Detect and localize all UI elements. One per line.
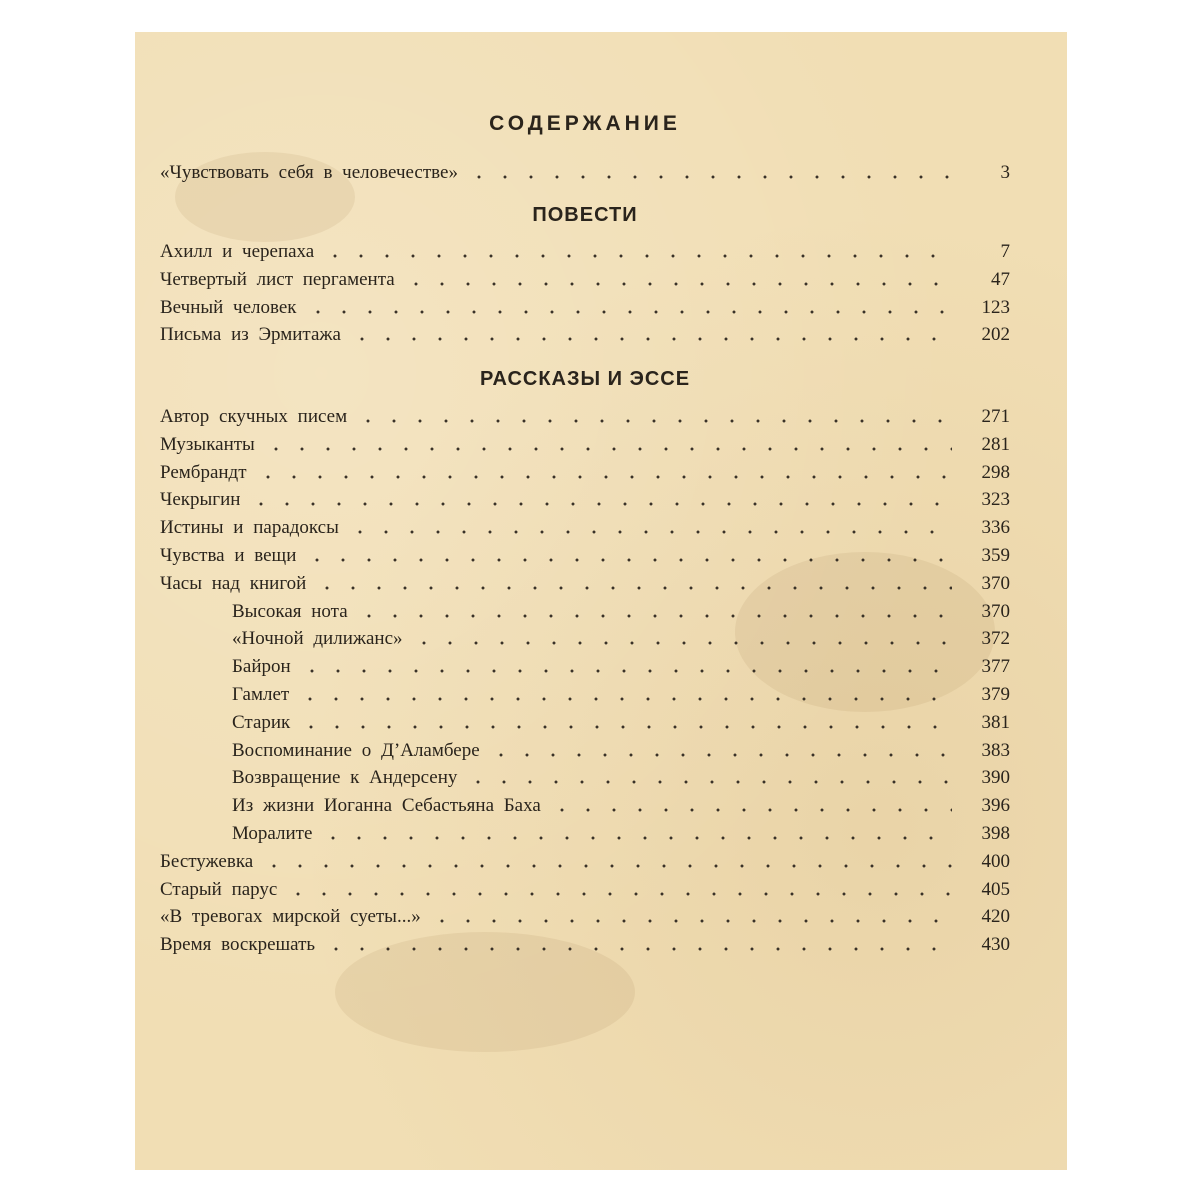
entry-page-number: 323 (981, 489, 1010, 511)
toc-subentry (160, 818, 1010, 846)
toc-subentry (160, 679, 1010, 707)
entry-page-number: 281 (981, 433, 1010, 455)
entry-page-number: 336 (981, 517, 1010, 539)
entry-page-number: 298 (981, 461, 1010, 483)
dot-leader (411, 641, 952, 645)
toc-entry (160, 236, 1010, 264)
entry-title: Время воскрешать (160, 934, 316, 956)
entry-title: Чекрыгин (160, 489, 241, 511)
toc-subentry (160, 651, 1010, 679)
entry-title: Возвращение к Андерсену (232, 767, 458, 789)
entry-title: Истины и парадоксы (160, 517, 339, 539)
entry-title: Старик (232, 711, 291, 733)
entry-title: Бестужевка (160, 850, 254, 872)
dot-leader (549, 808, 952, 812)
dot-leader (349, 337, 952, 341)
entry-title: Моралите (232, 823, 313, 844)
entry-page-number: 372 (981, 628, 1010, 650)
entry-page-number: 271 (981, 406, 1010, 427)
toc-subentry (160, 790, 1010, 818)
book-page (135, 32, 1067, 1170)
entry-page-number: 370 (981, 600, 1010, 622)
entry-title: Гамлет (232, 684, 290, 705)
dot-leader (261, 864, 952, 868)
toc-entry (160, 429, 1010, 457)
entry-page-number: 379 (981, 684, 1010, 705)
toc-subentry (160, 735, 1010, 763)
entry-title: Из жизни Иоганна Себастьяна Баха (232, 795, 541, 817)
dot-leader (304, 558, 952, 562)
entry-title: Высокая нота (232, 600, 348, 622)
toc-subentry (160, 623, 1010, 651)
entry-page-number: 377 (981, 656, 1010, 678)
toc-entry (160, 901, 1010, 929)
dot-leader (403, 282, 952, 286)
toc-entry (160, 929, 1010, 957)
entry-title: Рембрандт (160, 461, 247, 483)
entry-page-number: 396 (981, 795, 1010, 817)
entry-page-number: 390 (981, 767, 1010, 789)
entry-title: Часы над книгой (160, 572, 307, 594)
dot-leader (297, 697, 952, 701)
dot-leader (466, 175, 952, 179)
entry-page-number: 123 (981, 296, 1010, 318)
entry-title: Вечный человек (160, 296, 297, 318)
dot-leader (298, 725, 952, 729)
dot-leader (429, 919, 952, 923)
entry-page-number: 405 (981, 878, 1010, 900)
dot-leader (299, 669, 952, 673)
dot-leader (255, 475, 952, 479)
toc-entry (160, 846, 1010, 874)
dot-leader (355, 419, 952, 423)
toc-entry (160, 401, 1010, 429)
entry-title: Музыканты (160, 433, 255, 455)
dot-leader (263, 447, 952, 451)
entry-page-number: 370 (981, 572, 1010, 594)
entry-title: Четвертый лист пергамента (160, 268, 395, 290)
toc-entry (160, 264, 1010, 292)
entry-title: Байрон (232, 656, 291, 678)
entry-title: Ахилл и черепаха (160, 241, 315, 262)
dot-leader (314, 586, 952, 590)
dot-leader (248, 502, 952, 506)
toc-entry (160, 157, 1010, 185)
entry-title: Автор скучных писем (160, 406, 348, 427)
dot-leader (488, 753, 952, 757)
entry-page-number: 430 (981, 934, 1010, 956)
toc-entry (160, 457, 1010, 485)
toc-entry (160, 540, 1010, 568)
dot-leader (356, 614, 952, 618)
entry-title: Письма из Эрмитажа (160, 324, 341, 346)
entry-page-number: 359 (981, 545, 1010, 566)
dot-leader (285, 892, 952, 896)
entry-page-number: 398 (981, 823, 1010, 844)
dot-leader (320, 836, 952, 840)
entry-page-number: 7 (1000, 241, 1010, 262)
toc-entry (160, 484, 1010, 512)
entry-page-number: 420 (981, 906, 1010, 928)
entry-page-number: 47 (991, 268, 1010, 290)
dot-leader (323, 947, 952, 951)
entry-title: Воспоминание о Д’Аламбере (232, 739, 480, 761)
entry-title: Старый парус (160, 878, 278, 900)
page-title: СОДЕРЖАНИЕ (489, 112, 681, 135)
entry-page-number: 400 (981, 850, 1010, 872)
entry-title: «Чувствовать себя в человечестве» (160, 162, 458, 183)
toc-entry (160, 874, 1010, 902)
entry-title: Чувства и вещи (160, 545, 297, 566)
entry-page-number: 3 (1000, 162, 1010, 183)
entry-page-number: 381 (981, 711, 1010, 733)
toc-entry (160, 512, 1010, 540)
entry-title: «В тревогах мирской суеты...» (160, 906, 421, 928)
toc-subentry (160, 707, 1010, 735)
section-heading: ПОВЕСТИ (532, 204, 638, 226)
dot-leader (347, 530, 952, 534)
toc-entry (160, 319, 1010, 347)
dot-leader (305, 310, 952, 314)
toc-subentry (160, 762, 1010, 790)
section-heading: РАССКАЗЫ И ЭССЕ (479, 368, 691, 390)
entry-title: «Ночной дилижанс» (232, 628, 403, 650)
entry-page-number: 383 (981, 739, 1010, 761)
entry-page-number: 202 (981, 324, 1010, 346)
toc-subentry (160, 596, 1010, 624)
dot-leader (465, 780, 952, 784)
dot-leader (322, 254, 952, 258)
toc-entry (160, 292, 1010, 320)
toc-entry (160, 568, 1010, 596)
